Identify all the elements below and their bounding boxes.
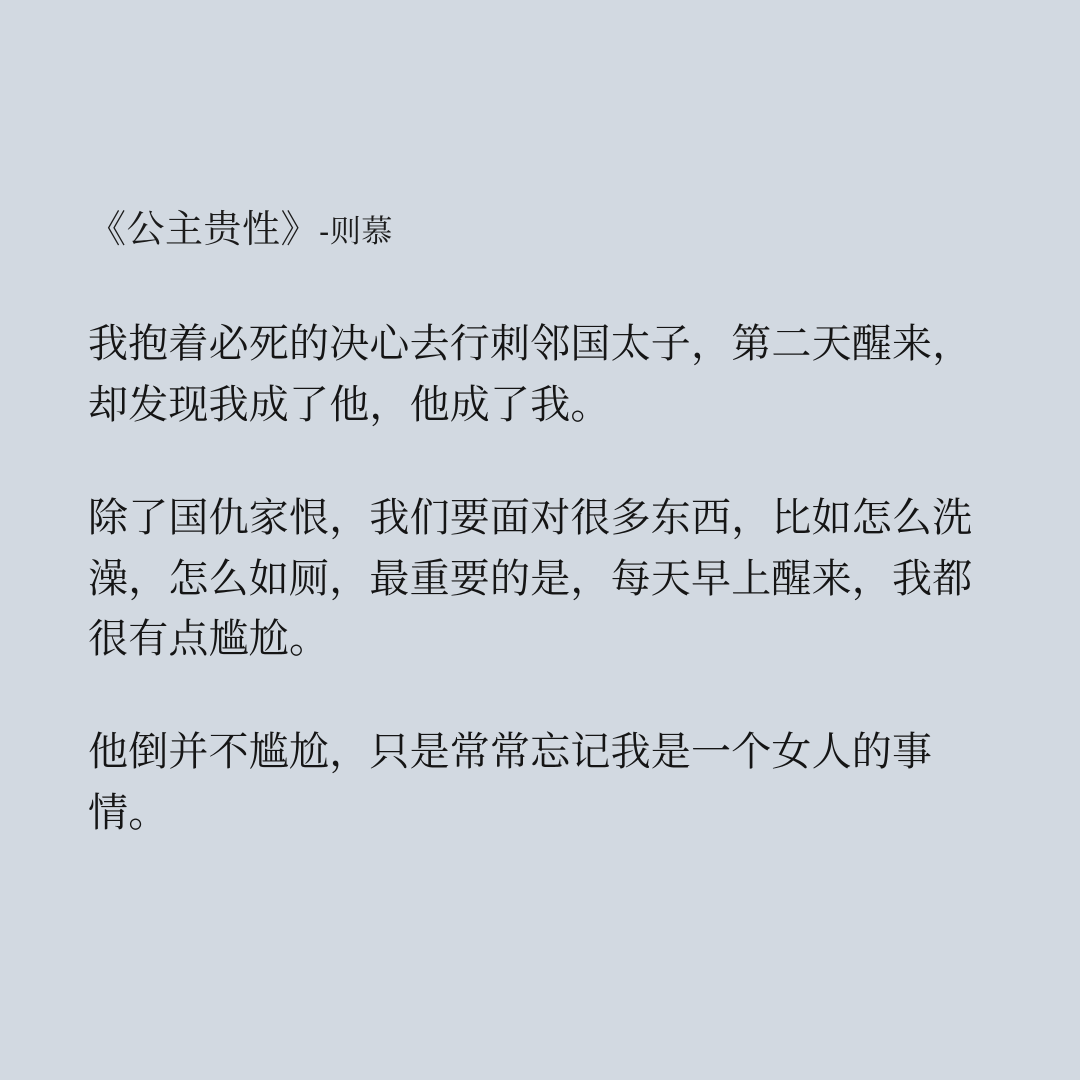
page-title	[88, 205, 990, 256]
paragraph-2: 除了国仇家恨，我们要面对很多东西，比如怎么洗澡，怎么如厕，最重要的是，每天早上醒来，我都很有点尴尬。	[88, 495, 973, 662]
title-text: 《公主贵性》	[88, 209, 320, 251]
paragraph-3: 他倒并不尴尬，只是常常忘记我是一个女人的事情。	[88, 730, 933, 836]
author-name: -则慕	[319, 214, 393, 249]
paragraph-1: 我抱着必死的决心去行刺邻国太子，第二天醒来，却发现我成了他，他成了我。	[88, 322, 973, 428]
